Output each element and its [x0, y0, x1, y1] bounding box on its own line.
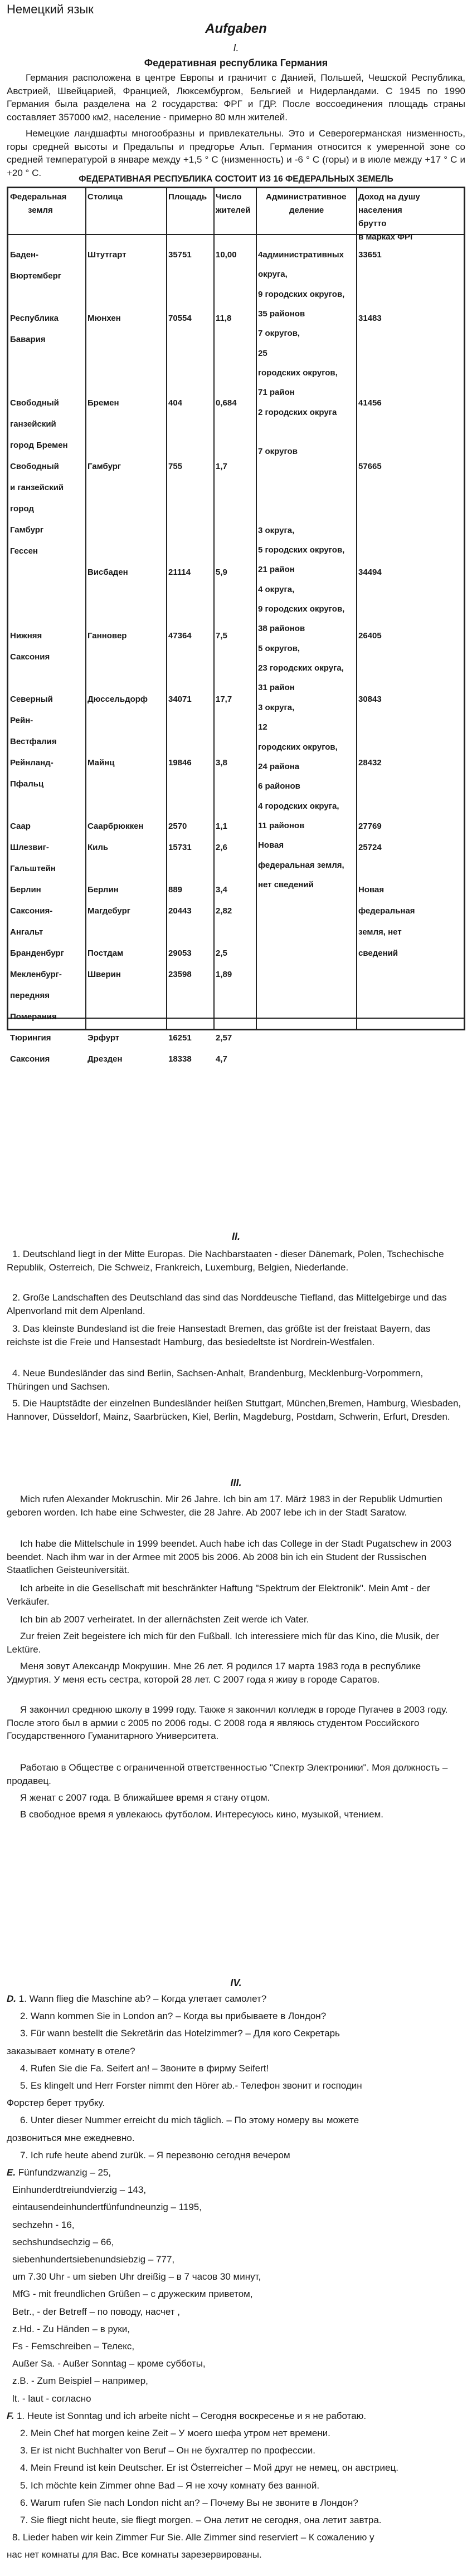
admin-division-cell: 5 округов,	[258, 643, 300, 653]
section-4-line: Einhunderdtreiundvierzig – 143,	[12, 2184, 147, 2196]
capital-cell: Майнц	[87, 758, 115, 768]
admin-division-cell: 23 городских округа,	[258, 663, 344, 673]
land-name-13: Померания	[10, 1012, 57, 1021]
capital-cell: Дрезден	[87, 1054, 123, 1064]
admin-division-cell: 3 округа,	[258, 702, 295, 712]
area-cell: 755	[168, 462, 183, 471]
header-capital: Столица	[87, 192, 123, 202]
land-name-5: Нижняя	[10, 631, 42, 641]
land-name-15: Саксония	[10, 1054, 50, 1064]
header-income: Доход на душу населения брутто в марках ФРГ	[358, 192, 420, 242]
income-cell: 30843	[358, 695, 382, 704]
admin-division-cell: 24 района	[258, 761, 300, 771]
area-cell: 19846	[168, 758, 192, 768]
section-4-line: 6. Unter dieser Nummer erreicht du mich täglich. – По этому номеру вы можете	[20, 2115, 359, 2126]
land-name-0: Баден-	[10, 250, 39, 260]
population-cell: 17,7	[216, 695, 232, 704]
area-cell: 23598	[168, 970, 192, 979]
admin-division-cell: 71 район	[258, 388, 295, 398]
capital-cell: Магдебург	[87, 906, 130, 916]
capital-cell: Гамбург	[87, 462, 121, 471]
population-cell: 2,57	[216, 1033, 232, 1043]
area-cell: 35751	[168, 250, 192, 260]
land-name-3: и ганзейский	[10, 483, 64, 492]
admin-division-cell: нет сведений	[258, 879, 314, 889]
land-name-0: Вюртемберг	[10, 271, 62, 281]
table-caption: ФЕДЕРАТИВНАЯ РЕСПУБЛИКА СОСТОИТ ИЗ 16 ФЕДЕРАЛЬНЫХ ЗЕМЕЛЬ	[79, 174, 393, 184]
section-3-paragraph: Ich bin ab 2007 verheiratet. In der allernächsten Zeit werde ich Vater.	[20, 1614, 309, 1625]
area-cell: 18338	[168, 1054, 192, 1064]
section-4-line: 4. Rufen Sie die Fa. Seifert an! – Звоните в фирму Seifert!	[20, 2062, 269, 2074]
section-3-paragraph: Zur freien Zeit begeistere ich mich für den Fußball. Ich interessiere mich für das Kino, die Musik, der Lektüre.	[7, 1631, 440, 1655]
income-cell: 27769	[358, 822, 382, 831]
section-4-line: um 7.30 Uhr - um sieben Uhr dreißig – в 7 часов 30 минут,	[12, 2271, 261, 2282]
land-name-2: ганзейский	[10, 419, 56, 429]
admin-division-cell: 25	[258, 348, 267, 358]
income-cell: 25724	[358, 843, 382, 852]
admin-division-cell: 38 районов	[258, 624, 305, 634]
section-4-line: 3. Er ist nicht Buchhalter von Beruf – Он не бухгалтер по профессии.	[20, 2445, 315, 2456]
population-cell: 1,7	[216, 462, 227, 471]
section-3-paragraph: Mich rufen Alexander Mokruschin. Mir 26 Jahre. Ich bin am 17. Märż 1983 in der Republik Udmurtien geboren worden. Ich habe eine Schwester, die 28 Jahre. Ab 2007 lebe ich in der Stadt Saratow.	[7, 1494, 442, 1518]
population-cell: 10,00	[216, 250, 237, 260]
admin-division-cell: 9 городских округов,	[258, 289, 345, 299]
land-name-2: Свободный	[10, 398, 59, 408]
admin-division-cell: 7 округов,	[258, 329, 300, 339]
section-2-item: 1. Deutschland liegt in der Mitte Europas. Die Nachbarstaaten - dieser Dänemark, Polen, Tschechische Republik, Osterreich, Die Schweiz, Frankreich, Luxemburg, Belgien, Niederlande.	[7, 1249, 444, 1273]
section-4-line: siebenhundertsiebenundsiebzig – 777,	[12, 2254, 175, 2265]
population-cell: 1,89	[216, 970, 232, 979]
section-4-line: 6. Warum rufen Sie nach London nicht an? – Почему Вы не звоните в Лондон?	[20, 2497, 358, 2508]
admin-division-cell: 4 округа,	[258, 584, 295, 594]
section-4-line: eintausendeinhundertfünfundneunzig – 1195,	[12, 2202, 202, 2213]
section-3-paragraph: Работаю в Обществе с ограниченной ответственностью "Спектр Электроники". Моя должность – продавец.	[7, 1762, 448, 1786]
intro-paragraph-2: Немецкие ландшафты многообразны и привлекательны. Это и Северогерманская низменность, горы средней высоты и Предальпы и предгорье Альп. Германия относится к умеренной зоне со средней температурой в январе между +1,5 ° С (низменность) и -6 ° С (горы) и в июле между +17 ° С и +20 ° С.	[7, 128, 465, 178]
admin-division-cell: федеральная земля,	[258, 860, 344, 870]
area-cell: 70554	[168, 314, 192, 323]
table-body	[8, 248, 464, 1064]
section-3-paragraph: Меня зовут Александр Мокрушин. Мне 26 лет. Я родился 17 марта 1983 года в республике Удмуртия. У меня есть сестра, которой 28 лет. С 2007 года я живу в городе Саратов.	[7, 1661, 421, 1685]
section-4-line: 7. Sie fliegt nicht heute, sie fliegt morgen. – Она летит не сегодня, она летит завтра.	[20, 2515, 382, 2525]
land-name-6: Вестфалия	[10, 737, 57, 746]
income-cell: 28432	[358, 758, 382, 768]
population-cell: 3,8	[216, 758, 227, 768]
section-4-line: Außer Sa. - Außer Sonntag – кроме субботы,	[12, 2358, 206, 2369]
section-3-paragraph: В свободное время я увлекаюсь футболом. Интересуюсь кино, музыкой, чтением.	[20, 1809, 384, 1820]
section-4-line: E. Fünfundzwanzig – 25,	[7, 2167, 111, 2178]
admin-division-cell: 12	[258, 722, 267, 732]
land-name-1: Бавария	[10, 335, 46, 344]
subject-label: Немецкий язык	[7, 2, 94, 16]
land-name-2: город Бремен	[10, 441, 68, 450]
section-4-line: дозвониться мне ежедневно.	[7, 2132, 135, 2143]
area-cell: 15731	[168, 843, 192, 852]
land-name-8: Саар	[10, 822, 31, 831]
section-4-line: 3. Für wann bestellt die Sekretärin das Hotelzimmer? – Для кого Секретарь	[20, 2028, 340, 2039]
capital-cell: Берлин	[87, 885, 119, 894]
land-name-7: Пфальц	[10, 779, 44, 789]
income-cell: федеральная	[358, 906, 415, 916]
admin-division-cell: 4 городских округа,	[258, 801, 339, 811]
header-admin: Административное деление	[266, 192, 347, 215]
section-4-line: 8. Lieder haben wir kein Zimmer Fur Sie. Alle Zimmer sind reserviert – К сожалению у	[12, 2532, 374, 2543]
section-4-number: IV.	[230, 1977, 242, 1988]
area-cell: 29053	[168, 949, 192, 958]
section-3-paragraph: Я закончил среднюю школу в 1999 году. Также я закончил колледж в городе Пугачев в 2003 году. После этого был в армии с 2005 по 2006 годы. С 2008 года я являюсь студентом Российского Государственного Гуманитарного Университета.	[7, 1704, 448, 1741]
section-4-line: 4. Mein Freund ist kein Deutscher. Er ist Österreicher – Мой друг не немец, он австриец.	[20, 2462, 398, 2474]
admin-division-cell: 2 городских округа	[258, 407, 337, 417]
income-cell: земля, нет	[358, 927, 402, 937]
area-cell: 34071	[168, 695, 192, 704]
section-4-line: заказывает комнату в отеле?	[7, 2045, 135, 2056]
section-4-line: D. 1. Wann flieg die Maschine ab? – Когда улетает самолет?	[7, 1993, 267, 2004]
land-name-9: Гальштейн	[10, 864, 56, 873]
population-cell: 2,82	[216, 906, 232, 916]
capital-cell: Ганновер	[87, 631, 127, 641]
section-3-paragraph: Ich arbeite in die Gesellschaft mit beschränkter Haftung "Spektrum der Elektronik". Mein Amt - der Verkäufer.	[7, 1583, 430, 1607]
admin-division-cell: округа,	[258, 270, 288, 280]
capital-cell: Дюссельдорф	[87, 695, 148, 704]
capital-cell: Постдам	[87, 949, 124, 958]
admin-division-cell: 5 городских округов,	[258, 545, 345, 555]
land-name-3: город	[10, 504, 34, 514]
population-cell: 11,8	[216, 314, 232, 323]
admin-division-cell: 4административных	[258, 250, 344, 260]
capital-cell: Эрфурт	[87, 1033, 120, 1043]
admin-division-cell: 9 городских округов,	[258, 604, 345, 614]
land-name-13: Мекленбург-	[10, 970, 62, 979]
land-name-6: Северный	[10, 695, 53, 704]
capital-cell: Висбаден	[87, 568, 128, 577]
land-name-5: Саксония	[10, 652, 50, 662]
section-4-line: MfG - mit freundlichen Grüßen – с дружеским приветом,	[12, 2289, 253, 2300]
area-cell: 2570	[168, 822, 187, 831]
land-name-6: Рейн-	[10, 716, 33, 725]
admin-division-cell: 35 районов	[258, 309, 305, 319]
section-4-line: z.Hd. - Zu Händen – в руки,	[12, 2323, 130, 2334]
capital-cell: Киль	[87, 843, 109, 852]
capital-cell: Шверин	[87, 970, 121, 979]
land-name-3: Гамбург	[10, 525, 44, 535]
section-2-item: 3. Das kleinste Bundesland ist die freie Hansestadt Bremen, das größte ist der freistaat Bayern, das reichste ist die Freie und Hansestadt Hamburg, das besiedeltste ist Nordrein-Westfalen.	[7, 1323, 431, 1347]
population-cell: 4,7	[216, 1054, 227, 1064]
section-4-line: lt. - laut - согласно	[12, 2393, 91, 2404]
admin-division-cell: 11 районов	[258, 820, 305, 830]
land-name-9: Шлезвиг-	[10, 843, 49, 852]
income-cell: 31483	[358, 314, 382, 323]
land-name-11: Ангальт	[10, 927, 43, 937]
section-4-line: 2. Mein Chef hat morgen keine Zeit – У моего шефа утром нет времени.	[20, 2428, 330, 2438]
area-cell: 20443	[168, 906, 192, 916]
federal-states-table	[7, 187, 465, 1064]
section-2-item: 2. Große Landschaften des Deutschland das sind das Norddeusche Tiefland, das Mittelgebirge und das Alpenvorland mit dem Alpenland.	[7, 1292, 447, 1316]
section-2-number: II.	[231, 1231, 240, 1242]
admin-division-cell: 31 район	[258, 683, 295, 693]
population-cell: 3,4	[216, 885, 227, 894]
section-4-line: Betr., - der Betreff – по поводу, насчет ,	[12, 2306, 181, 2317]
capital-cell: Штутгарт	[87, 250, 126, 260]
admin-division-cell: городских округов,	[258, 368, 338, 378]
section-4-line: sechzehn - 16,	[12, 2219, 75, 2230]
land-name-14: Тюрингия	[10, 1033, 51, 1043]
section-2-item: 5. Die Hauptstädte der einzelnen Bundesländer heißen Stuttgart, München,Bremen, Hamburg, Wiesbaden, Hannover, Düsseldorf, Mainz, Saarbrücken, Kiel, Berlin, Magdeburg, Postdam, Schwerin, Erfurt, Dresden.	[7, 1398, 461, 1422]
income-cell: 57665	[358, 462, 382, 471]
population-cell: 2,6	[216, 843, 227, 852]
admin-division-cell: 6 районов	[258, 781, 300, 791]
section-3-paragraph: Я женат с 2007 года. В ближайшее время я стану отцом.	[20, 1792, 270, 1803]
area-cell: 16251	[168, 1033, 192, 1043]
land-name-3: Свободный	[10, 462, 59, 471]
area-cell: 21114	[168, 568, 191, 577]
section-1-heading: Федеративная республика Германия	[144, 57, 328, 69]
income-cell: 33651	[358, 250, 382, 260]
land-name-11: Саксония-	[10, 906, 53, 916]
section-4-line: 7. Ich rufe heute abend zurük. – Я перезвоню сегодня вечером	[20, 2149, 290, 2160]
land-name-12: Бранденбург	[10, 949, 64, 958]
header-area: Площадь	[168, 192, 207, 202]
population-cell: 0,684	[216, 398, 237, 408]
admin-division-cell: 21 район	[258, 565, 295, 575]
section-4-line: Fs - Femschreiben – Телекс,	[12, 2341, 135, 2352]
section-3-number: III.	[230, 1477, 242, 1488]
capital-cell: Мюнхен	[87, 314, 121, 323]
land-name-10: Берлин	[10, 885, 41, 894]
section-4-line: Форстер берет трубку.	[7, 2098, 105, 2109]
capital-cell: Бремен	[87, 398, 119, 408]
section-4-line: 5. Es klingelt und Herr Forster nimmt den Hörer ab.- Телефон звонит и господин	[20, 2080, 362, 2091]
intro-paragraph-1: Германия расположена в центре Европы и граничит с Данией, Польшей, Чешской Республика, Австрией, Швейцарией, Францией, Люксембургом, Бельгией и Нидерландами. С 1945 по 1990 Германия была разделена на 2 государства: ФРГ и ГДР. После воссоединения площадь страны составляет 357000 км2, население - примерно 80 млн жителей.	[7, 72, 465, 123]
section-4-line: нас нет комнаты для Вас. Все комнаты зарезервированы.	[7, 2549, 262, 2560]
admin-division-cell: 3 округа,	[258, 525, 295, 535]
population-cell: 2,5	[216, 949, 227, 958]
section-4-line: F. 1. Heute ist Sonntag und ich arbeite nicht – Сегодня воскресенье и я не работаю.	[7, 2410, 367, 2421]
capital-cell: Саарбрюккен	[87, 822, 144, 831]
section-4-line: sechshundsechzig – 66,	[12, 2236, 114, 2247]
population-cell: 7,5	[216, 631, 227, 641]
area-cell: 47364	[168, 631, 192, 641]
section-4-line: 2. Wann kommen Sie in London an? – Когда вы прибываете в Лондон?	[20, 2011, 327, 2022]
land-name-4: Гессен	[10, 546, 38, 556]
income-cell: сведений	[358, 949, 398, 958]
income-cell: 41456	[358, 398, 382, 408]
admin-division-cell: 7 округов	[258, 447, 298, 457]
population-cell: 5,9	[216, 568, 227, 577]
header-population: Число жителей	[216, 192, 251, 215]
section-4-line: z.B. - Zum Beispiel – например,	[12, 2375, 148, 2387]
section-3-paragraph: Ich habe die Mittelschule in 1999 beendet. Auch habe ich das College in der Stadt Pugatschew in 2003 beendet. Nach ihm war in der Armee mit 2005 bis 2006. Ab 2008 bin ich ein Student der Russischen Staatlichen Geisteuniversität.	[7, 1538, 452, 1575]
section-2-item: 4. Neue Bundesländer das sind Berlin, Sachsen-Anhalt, Brandenburg, Mecklenburg-Vorpommern, Thüringen und Sachsen.	[7, 1368, 424, 1392]
section-1-number: I.	[233, 42, 239, 53]
header-land: Федеральная земля	[10, 192, 67, 215]
land-name-1: Республика	[10, 314, 59, 323]
land-name-13: передняя	[10, 991, 50, 1000]
land-name-7: Рейнланд-	[10, 758, 53, 768]
area-cell: 404	[168, 398, 183, 408]
admin-division-cell: Новая	[258, 840, 284, 850]
page-title: Aufgaben	[205, 21, 267, 36]
admin-division-cell: городских округов,	[258, 742, 338, 752]
section-4-line: 5. Ich möchte kein Zimmer ohne Bad – Я не хочу комнату без ванной.	[20, 2480, 320, 2491]
income-cell: Новая	[358, 885, 385, 894]
income-cell: 34494	[358, 568, 382, 577]
income-cell: 26405	[358, 631, 382, 641]
area-cell: 889	[168, 885, 183, 894]
population-cell: 1,1	[216, 822, 227, 831]
